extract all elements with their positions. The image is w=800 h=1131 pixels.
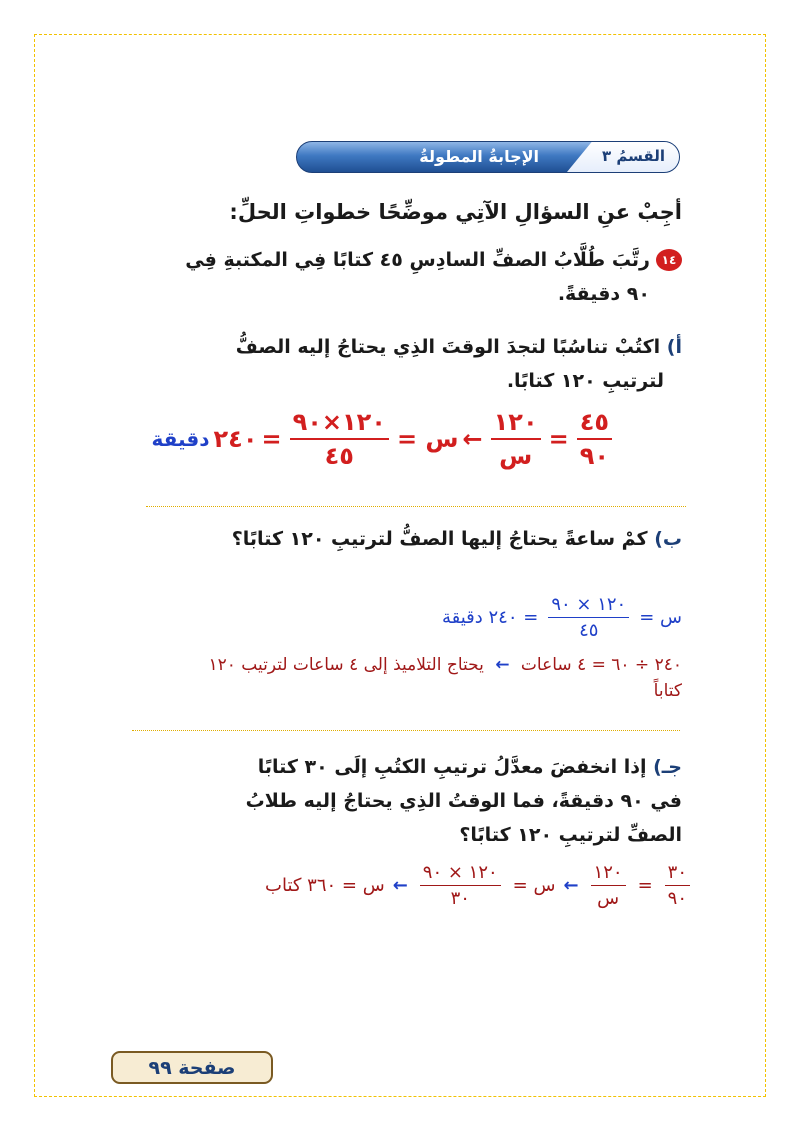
part-b-calc: ٢٤٠ ÷ ٦٠ = ٤ ساعات bbox=[520, 655, 682, 675]
equals-sign: = bbox=[548, 425, 569, 453]
question-text bbox=[112, 243, 682, 311]
page-number-badge: صفحة ٩٩ bbox=[111, 1051, 273, 1084]
variable-label: س = bbox=[639, 607, 682, 628]
part-a-frac-2 bbox=[491, 408, 541, 470]
left-arrow-icon: ← bbox=[462, 425, 483, 453]
part-b-solution-line-1 bbox=[442, 594, 682, 641]
part-c-label: جـ) bbox=[653, 756, 682, 778]
equals-sign: = bbox=[261, 425, 282, 453]
fraction-numerator: ١٢٠ bbox=[491, 408, 541, 440]
divider bbox=[146, 506, 686, 507]
part-a-line-1-text: اكتُبْ تناسُبًا لتجدَ الوقتَ الذِي يحتاجُ إليه الصفُّ bbox=[235, 336, 661, 358]
section-title: الإجابةُ المطولةُ bbox=[419, 147, 539, 166]
variable-label: س = bbox=[512, 875, 556, 896]
question-line-1-text: رتَّبَ طُلَّابُ الصفِّ السادِسِ ٤٥ كتابًا فِي المكتبةِ فِي bbox=[185, 249, 650, 271]
instruction-heading: أجِبْ عنِ السؤالِ الآتِي موضِّحًا خطواتِ الحلِّ: bbox=[229, 200, 682, 224]
fraction-numerator: ١٢٠ bbox=[591, 862, 626, 886]
part-b-frac bbox=[548, 594, 629, 641]
left-arrow-icon: ← bbox=[495, 655, 510, 675]
part-b-label: ب) bbox=[654, 528, 682, 550]
fraction-denominator: ٩٠ bbox=[667, 888, 687, 909]
question-number-badge: ١٤ bbox=[656, 249, 682, 271]
fraction-denominator: س bbox=[499, 442, 533, 470]
part-c-text bbox=[112, 750, 682, 852]
part-c-solution bbox=[265, 862, 694, 909]
part-c-line-2: في ٩٠ دقيقةً، فما الوقتُ الذِي يحتاجُ إليه طلابُ bbox=[245, 790, 682, 812]
part-c-result: س = ٣٦٠ كتاب bbox=[265, 875, 385, 896]
part-a-label: أ) bbox=[666, 336, 682, 358]
page-frame bbox=[34, 34, 766, 1097]
part-b-result: = ٢٤٠ دقيقة bbox=[441, 607, 539, 628]
fraction-numerator: ١٢٠×٩٠ bbox=[290, 408, 389, 440]
left-arrow-icon: ← bbox=[563, 875, 579, 896]
part-a-frac-3 bbox=[290, 408, 389, 470]
fraction-numerator: ٤٥ bbox=[577, 408, 612, 440]
part-a-text bbox=[112, 330, 682, 398]
part-b-conclusion-line-2: كتاباً bbox=[653, 681, 682, 701]
divider bbox=[132, 730, 680, 731]
fraction-denominator: ٣٠ bbox=[450, 888, 470, 909]
part-b-conclusion: يحتاج التلاميذ إلى ٤ ساعات لترتيب ١٢٠ bbox=[208, 655, 484, 675]
part-a-line-2: لترتيبِ ١٢٠ كتابًا. bbox=[506, 370, 664, 392]
part-b-text-body: كمْ ساعةً يحتاجُ إليها الصفُّ لترتيبِ ١٢٠ كتابًا؟ bbox=[231, 528, 648, 550]
section-banner bbox=[296, 141, 680, 173]
fraction-numerator: ١٢٠ × ٩٠ bbox=[420, 862, 501, 886]
fraction-denominator: س bbox=[597, 888, 620, 909]
part-a-frac-1 bbox=[577, 408, 612, 470]
fraction-denominator: ٤٥ bbox=[324, 442, 354, 470]
part-c-line-1 bbox=[112, 750, 682, 784]
fraction-denominator: ٤٥ bbox=[579, 620, 599, 641]
part-b-solution-line-2 bbox=[122, 652, 682, 704]
fraction-denominator: ٩٠ bbox=[579, 442, 609, 470]
part-c-frac-1 bbox=[665, 862, 690, 909]
section-label: القسمُ ٣ bbox=[602, 147, 665, 165]
fraction-numerator: ١٢٠ × ٩٠ bbox=[548, 594, 629, 618]
question-line-1 bbox=[112, 243, 682, 277]
part-b-conclusion-line bbox=[122, 652, 682, 678]
part-c-line-1-text: إذا انخفضَ معدَّلُ ترتيبِ الكتُبِ إلَى ٣٠ كتابًا bbox=[257, 756, 647, 778]
part-c-line-3: الصفِّ لترتيبِ ١٢٠ كتابًا؟ bbox=[459, 824, 682, 846]
part-c-frac-3 bbox=[420, 862, 501, 909]
question-line-2: ٩٠ دقيقةً. bbox=[557, 283, 650, 305]
part-a-line-1 bbox=[112, 330, 682, 364]
equals-sign: = bbox=[637, 875, 653, 896]
part-b-text bbox=[112, 522, 682, 556]
fraction-numerator: ٣٠ bbox=[665, 862, 690, 886]
variable-label: س = bbox=[396, 425, 459, 453]
part-a-unit: دقيقة bbox=[151, 427, 210, 451]
part-a-result: ٢٤٠ bbox=[213, 425, 258, 453]
left-arrow-icon: ← bbox=[392, 875, 408, 896]
part-c-frac-2 bbox=[591, 862, 626, 909]
part-a-solution bbox=[151, 408, 616, 470]
